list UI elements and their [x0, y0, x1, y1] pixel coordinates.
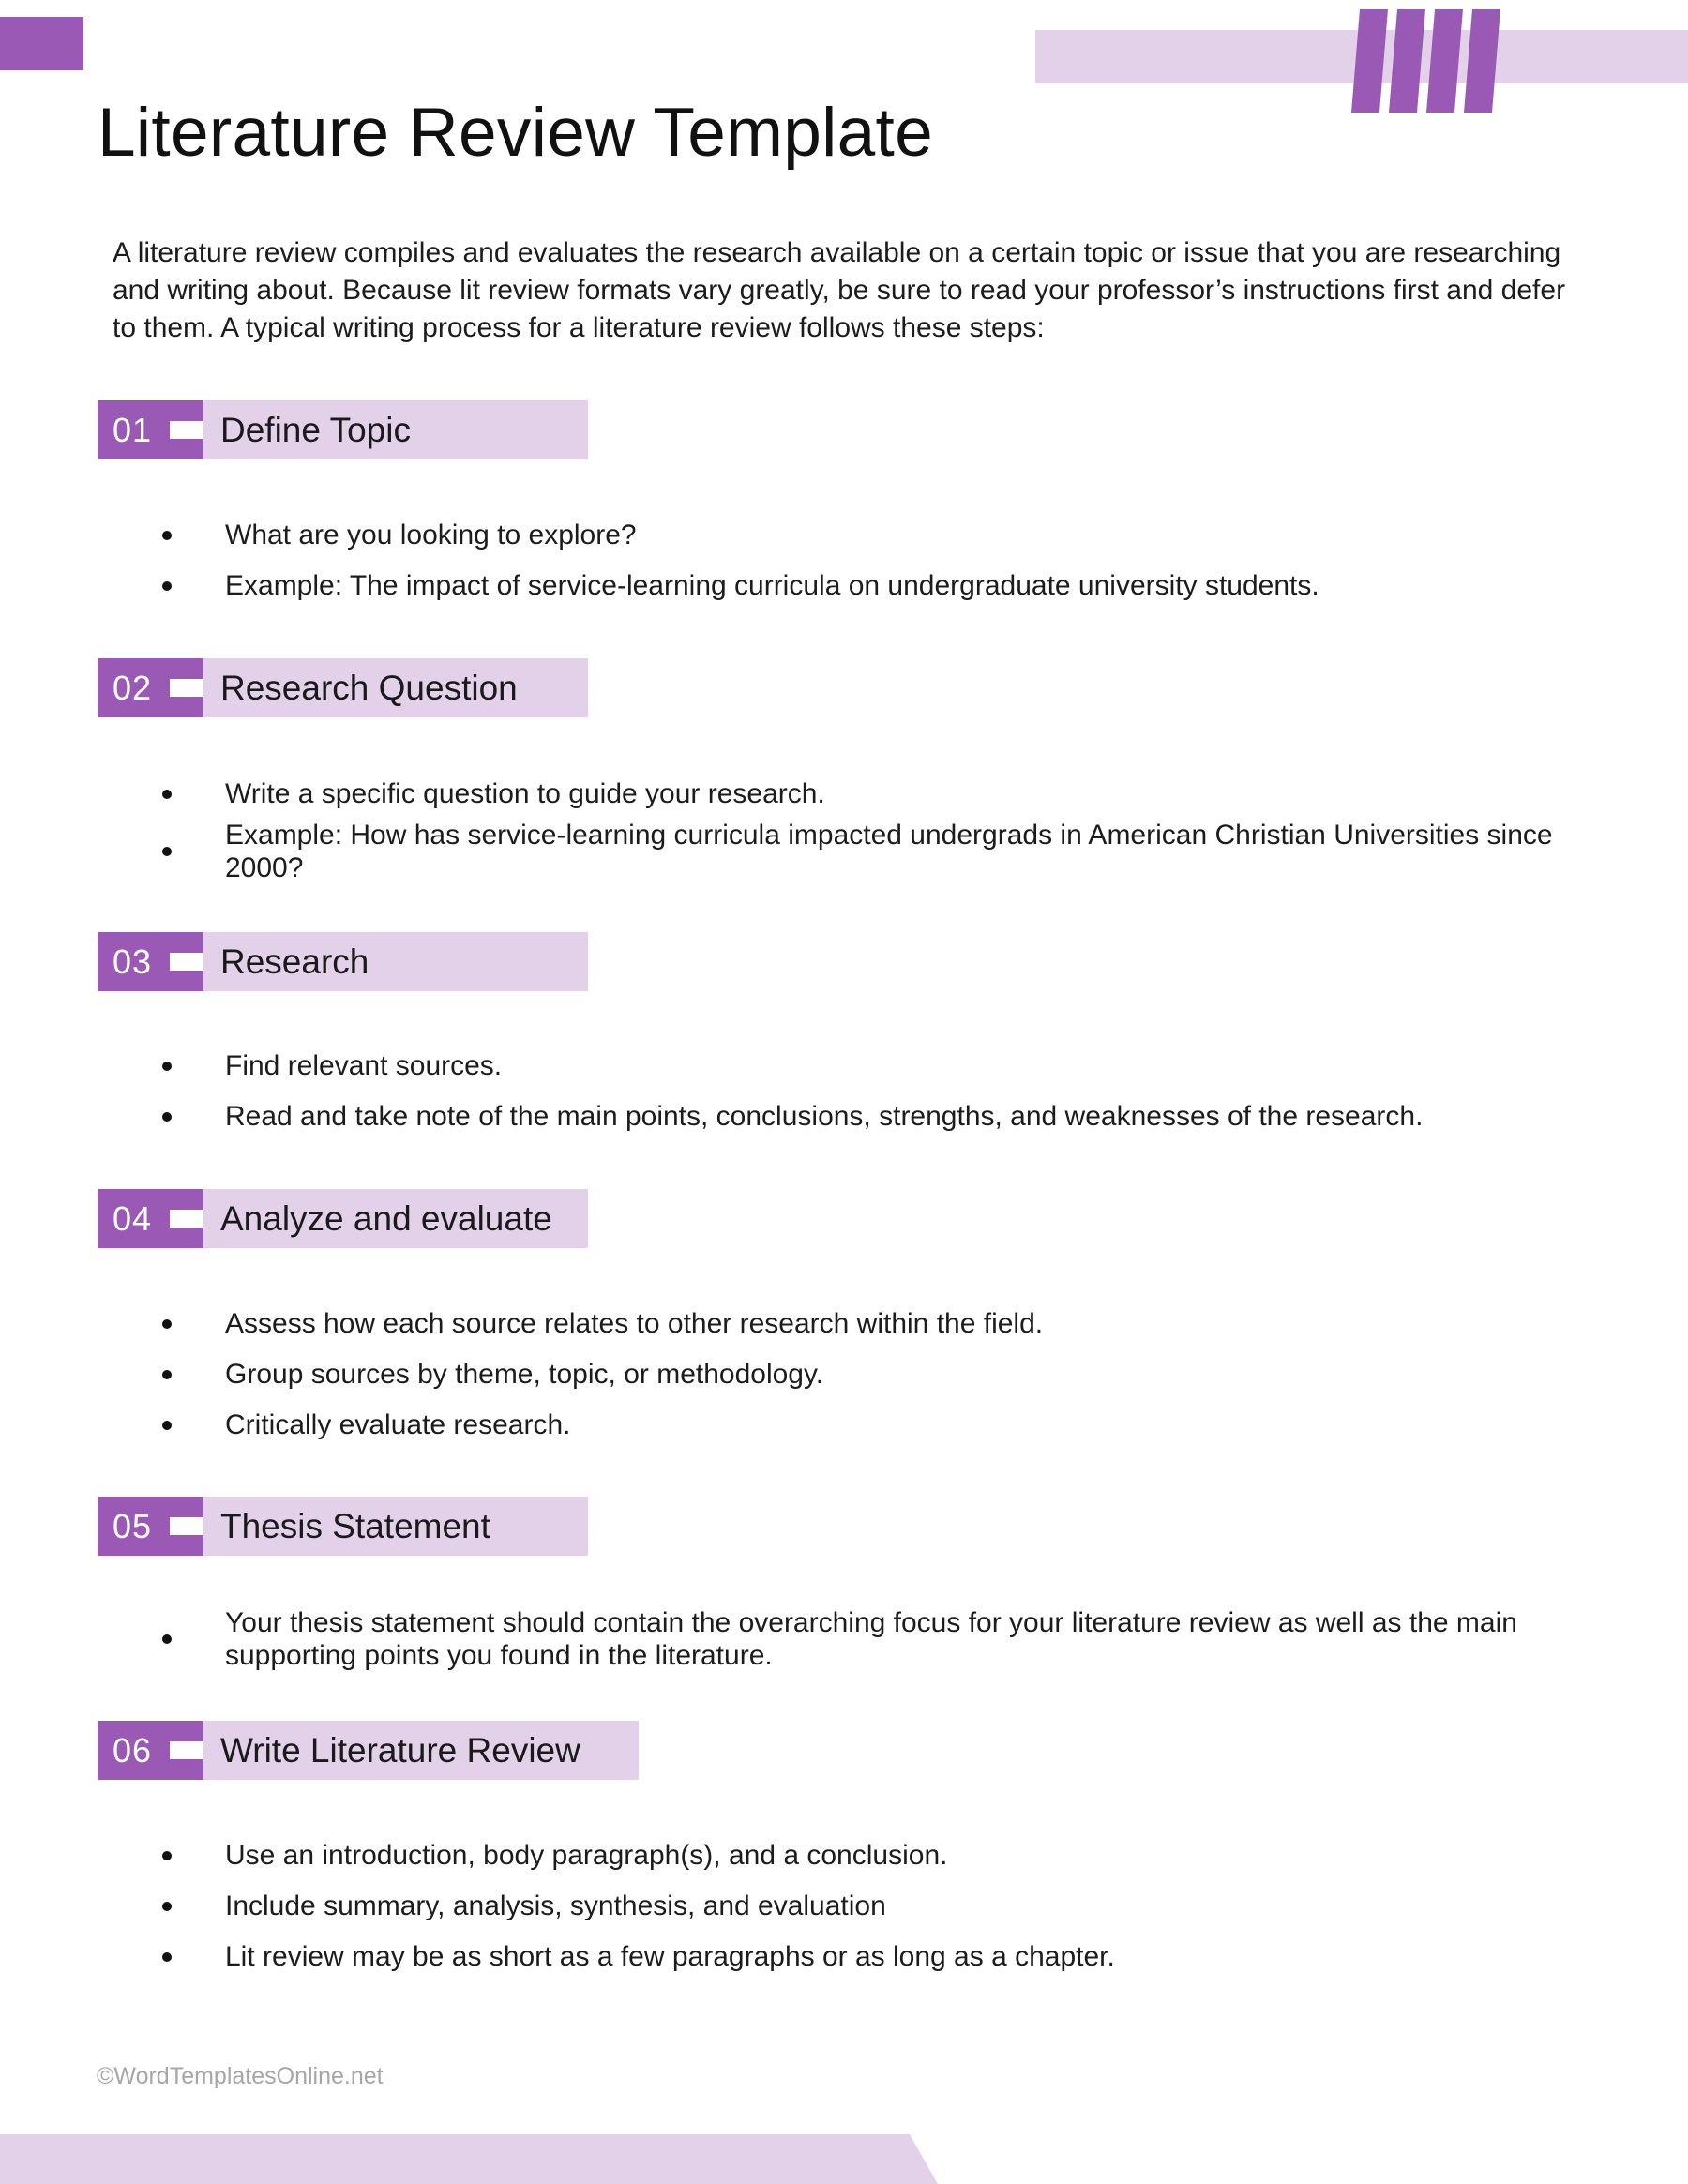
bullet-list-thesis-statement: [159, 1606, 1594, 1672]
section-number: 06: [113, 1731, 153, 1770]
bullet-list-define-topic: [159, 519, 1594, 602]
list-item: Example: How has service-learning curricula impacted undergrads in American Christian Universities since 2000?: [159, 819, 1594, 884]
intro-paragraph: A literature review compiles and evaluates the research available on a certain topic or issue that you are researching and writing about. Because lit review formats vary greatly, be sure to read your professor’s instructions first and defer to them. A typical writing process for a literature review follows these steps:: [113, 237, 1566, 343]
diagonal-stripes-decoration: [1350, 9, 1500, 113]
list-item: Lit review may be as short as a few paragraphs or as long as a chapter.: [159, 1940, 1594, 1973]
section-notch: [170, 1210, 204, 1228]
section-notch: [170, 679, 204, 697]
section-notch: [170, 421, 204, 439]
list-item: Use an introduction, body paragraph(s), and a conclusion.: [159, 1839, 1594, 1872]
bullet-list-research: [159, 1049, 1594, 1133]
section-heading: Thesis Statement: [220, 1507, 490, 1545]
list-item: What are you looking to explore?: [159, 519, 1594, 551]
section-heading: Write Literature Review: [220, 1731, 580, 1770]
section-heading: Research Question: [220, 669, 518, 707]
list-item: Write a specific question to guide your research.: [159, 777, 1594, 810]
list-item: Group sources by theme, topic, or methodology.: [159, 1358, 1594, 1391]
footer-watermark: ©WordTemplatesOnline.net: [97, 2063, 384, 2089]
bullet-list-research-question: [159, 777, 1594, 884]
bullet-list-analyze-and-evaluate: [159, 1307, 1594, 1441]
list-item: Assess how each source relates to other research within the field.: [159, 1307, 1594, 1340]
section-number: 03: [113, 942, 153, 981]
corner-accent-square: [0, 17, 83, 70]
list-item: Find relevant sources.: [159, 1049, 1594, 1082]
section-number: 05: [113, 1507, 153, 1545]
list-item: Include summary, analysis, synthesis, and evaluation: [159, 1890, 1594, 1922]
section-number: 04: [113, 1199, 153, 1238]
page-title: Literature Review Template: [98, 95, 933, 171]
section-number: 02: [113, 669, 153, 707]
list-item: Example: The impact of service-learning curricula on undergraduate university students.: [159, 569, 1594, 602]
section-notch: [170, 1517, 204, 1535]
list-item: Critically evaluate research.: [159, 1408, 1594, 1441]
section-notch: [170, 1741, 204, 1759]
section-notch: [170, 953, 204, 971]
list-item: Your thesis statement should contain the overarching focus for your literature review as well as the main supporting points you found in the literature.: [159, 1606, 1594, 1672]
section-heading: Analyze and evaluate: [220, 1199, 552, 1238]
section-heading: Research: [220, 942, 369, 981]
section-heading: Define Topic: [220, 411, 411, 449]
section-number: 01: [113, 411, 153, 449]
bottom-accent-band: [0, 2134, 938, 2184]
bullet-list-write-literature-review: [159, 1839, 1594, 1973]
list-item: Read and take note of the main points, conclusions, strengths, and weaknesses of the research.: [159, 1100, 1594, 1133]
